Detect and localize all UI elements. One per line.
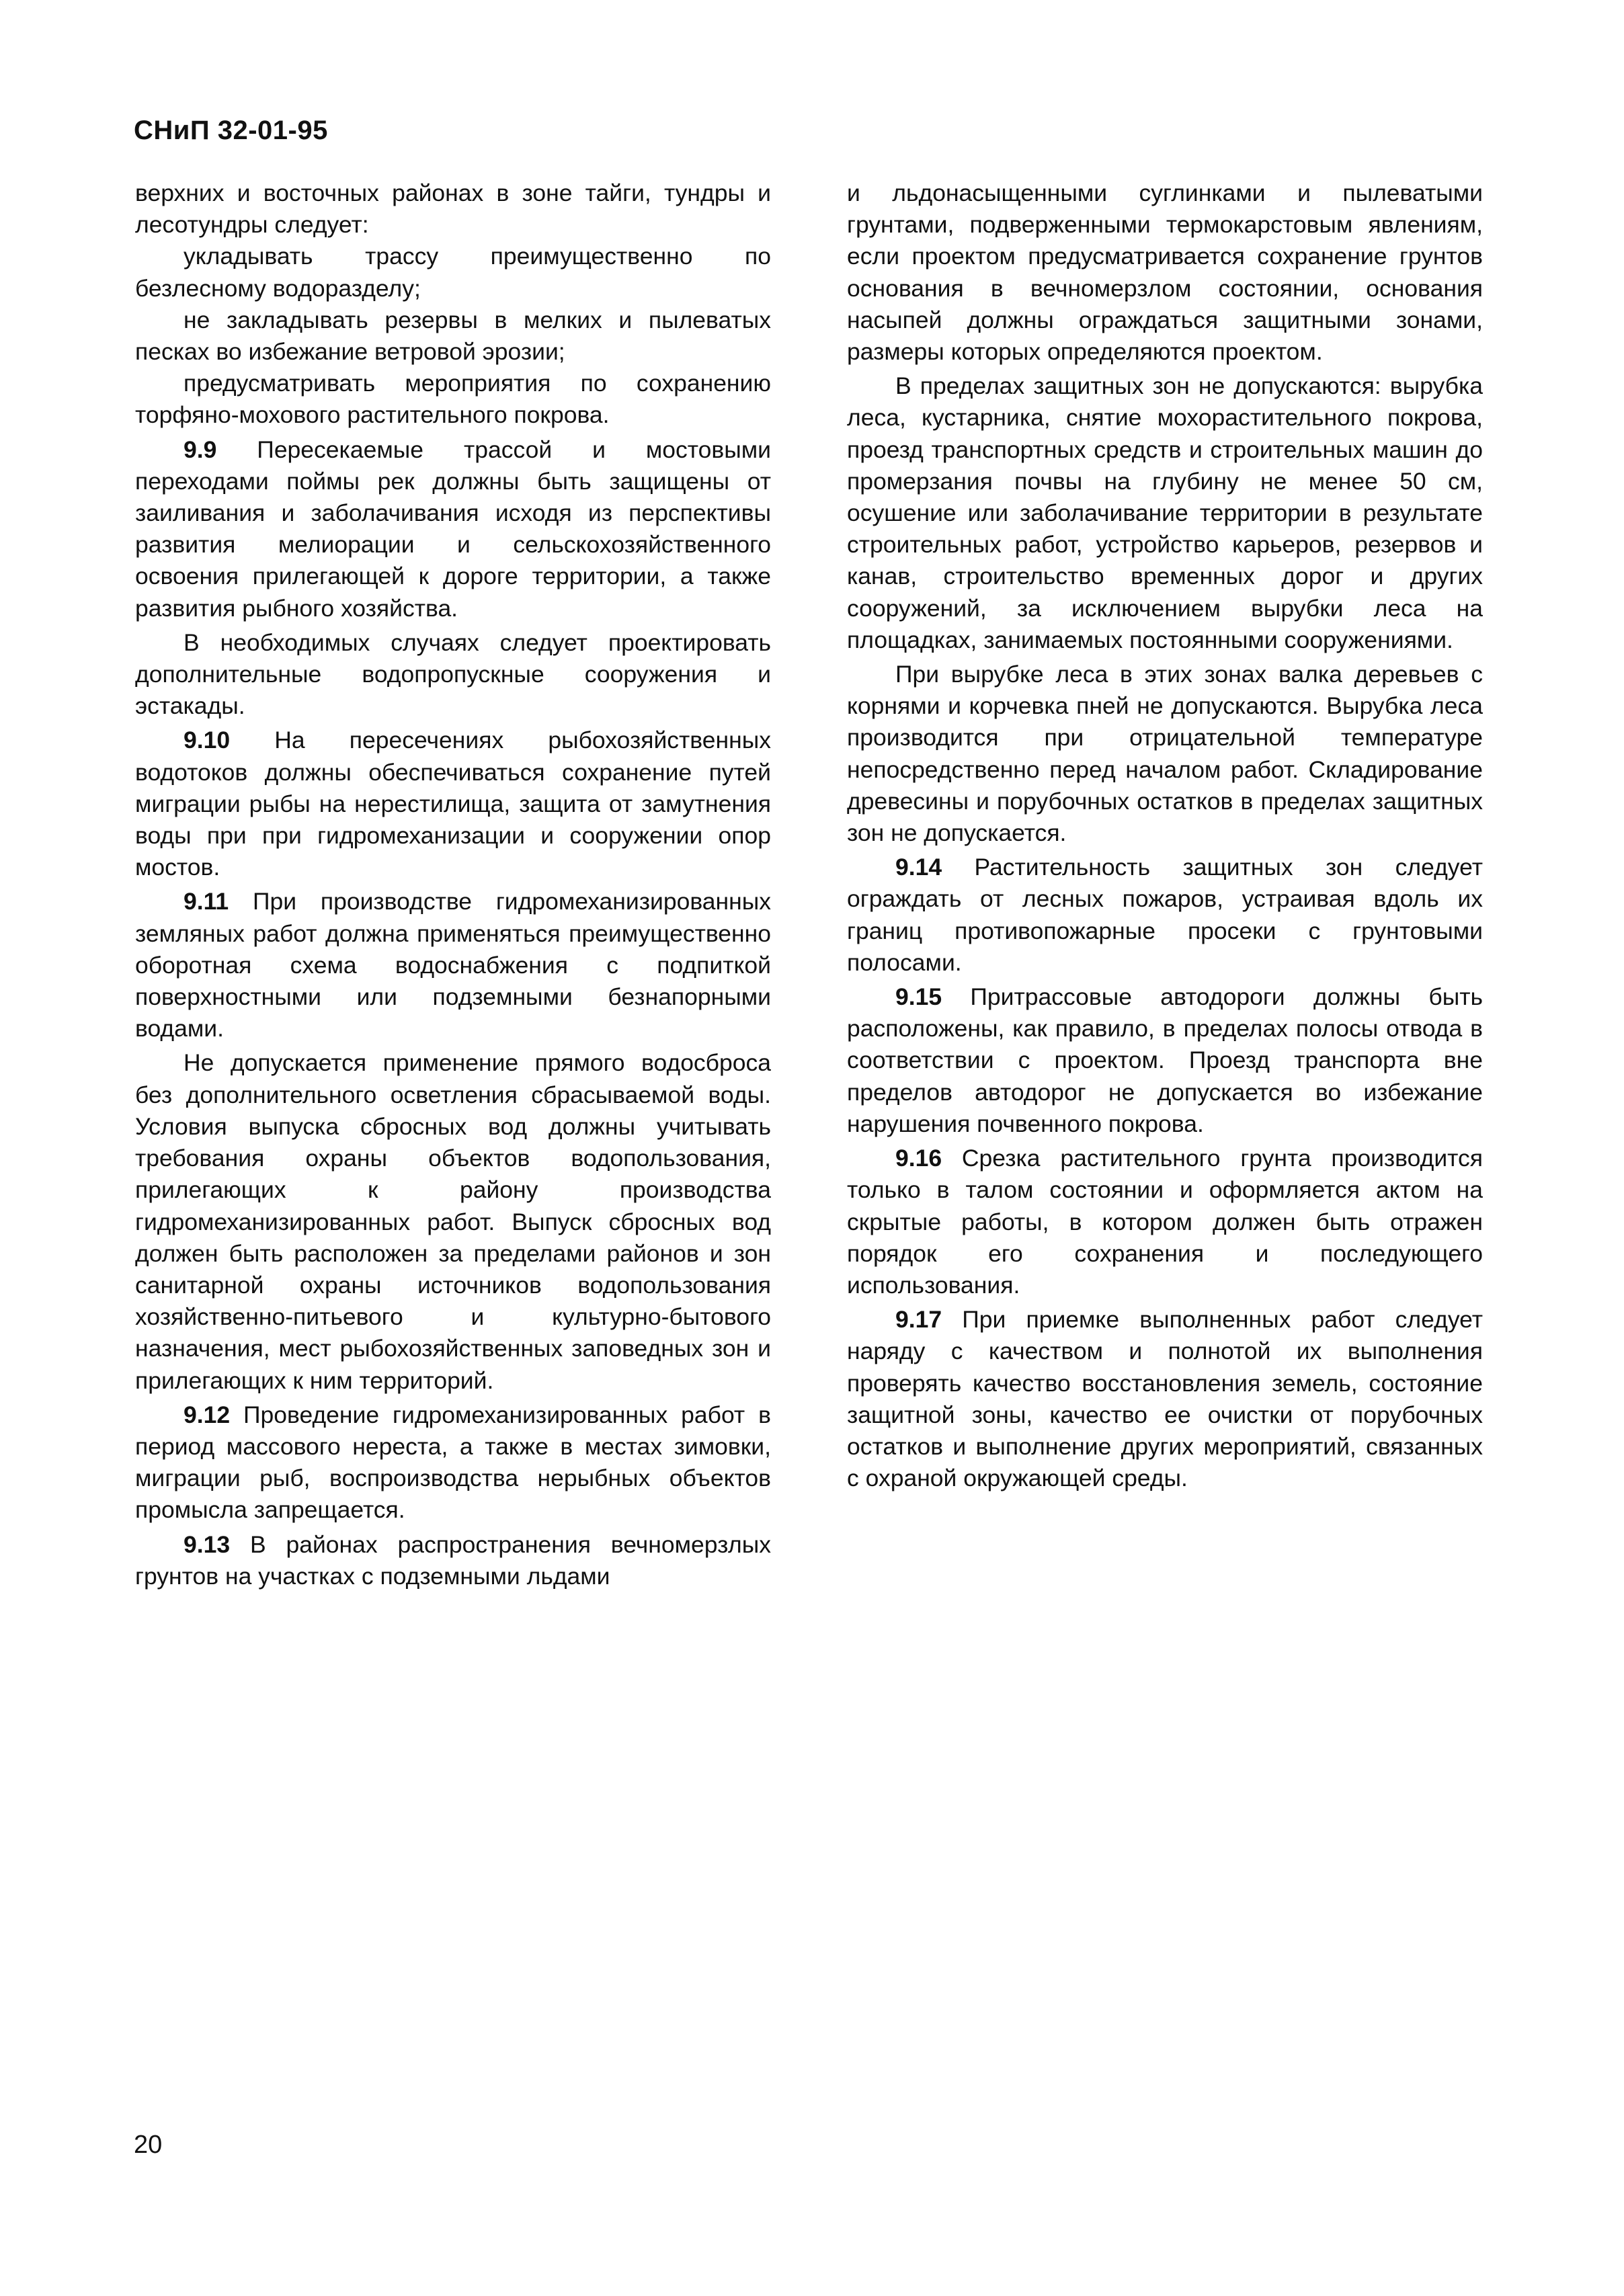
- clause-9-14: [847, 852, 1483, 979]
- clause-text: Растительность защитных зон следует ограждать от лесных пожаров, устраивая вдоль их границ противопожарные просеки с грунтовыми полосами.: [847, 854, 1483, 976]
- clause-9-12: [135, 1399, 771, 1526]
- paragraph: верхних и восточных районах в зоне тайги, тундры и лесотундры следует:: [135, 179, 771, 239]
- clause-9-16: [847, 1143, 1483, 1301]
- clause-9-10: [135, 725, 771, 883]
- list-item: не закладывать резервы в мелких и пылеватых песках во избежание ветровой эрозии;: [135, 306, 771, 366]
- clause-text: При приемке выполненных работ следует наряду с качеством и полнотой их выполнения проверять качество восстановления земель, состояние защитной зоны, качество ее очистки от порубочных остатков и выполнение других мероприятий, связанных с охраной окружающей среды.: [847, 1306, 1483, 1492]
- clause-number: 9.13: [184, 1530, 231, 1558]
- clause-number: 9.14: [895, 854, 942, 881]
- list-item: укладывать трассу преимущественно по безлесному водоразделу;: [135, 243, 771, 302]
- clause-number: 9.16: [895, 1145, 942, 1172]
- clause-text: При производстве гидромеханизированных земляных работ должна применяться преимущественно оборотная схема водоснабжения с подпиткой поверхностными или подземными безнапорными водами.: [135, 888, 771, 1042]
- clause-9-13: [135, 1529, 771, 1592]
- clause-9-15: [847, 981, 1483, 1140]
- left-column: [135, 177, 771, 1592]
- clause-text: Пересекаемые трассой и мостовыми переходами поймы рек должны быть защищены от заиливания и заболачивания исходя из перспективы развития мелиорации и сельскохозяйственного освоения прилегающей к дороге территории, а также развития рыбного хозяйства.: [135, 436, 771, 622]
- clause-number: 9.17: [895, 1306, 942, 1334]
- page-number: 20: [134, 2131, 163, 2159]
- clause-text: Срезка растительного грунта производится только в талом состоянии и оформляется актом на скрытые работы, в котором должен быть отражен порядок его сохранения и последующего использования.: [847, 1145, 1483, 1299]
- clause-9-17: [847, 1304, 1483, 1494]
- clause-text: Притрассовые автодороги должны быть расположены, как правило, в пределах полосы отвода в соответствии с проектом. Проезд транспорта вне пределов автодорог не допускается во избежание нарушения почвенного покрова.: [847, 983, 1483, 1137]
- document-code-header: СНиП 32-01-95: [134, 116, 328, 145]
- clause-number: 9.10: [184, 727, 231, 754]
- clause-number: 9.12: [184, 1401, 231, 1428]
- paragraph: и льдонасыщенными суглинками и пылеватыми грунтами, подверженными термокарстовым явлениям, если проектом предусматривается сохранение грунтов основания в вечномерзлом состоянии, основания насыпей должны ограждаться защитными зонами, размеры которых определяются проектом.: [847, 179, 1483, 366]
- clause-text: Проведение гидромеханизированных работ в период массового нереста, а также в местах зимовки, миграции рыб, воспроизводства нерыбных объектов промысла запрещается.: [135, 1401, 771, 1524]
- clause-9-9: [135, 434, 771, 624]
- clause-number: 9.11: [184, 888, 229, 915]
- clause-number: 9.9: [184, 436, 217, 463]
- clause-number: 9.15: [895, 983, 942, 1011]
- paragraph: В пределах защитных зон не допускаются: вырубка леса, кустарника, снятие мохорастительного покрова, проезд транспортных средств и строительных машин до промерзания почвы на глубину не менее 50 см, осушение или заболачивание территории в результате строительных работ, устройство карьеров, резервов и канав, строительство временных дорог и других сооружений, за исключением вырубки леса на площадках, занимаемых постоянными сооружениями.: [847, 372, 1483, 653]
- paragraph: При вырубке леса в этих зонах валка деревьев с корнями и корчевка пней не допускаются. Вырубка леса производится при отрицательной температуре непосредственно перед началом работ. Складирование древесины и порубочных остатков в пределах защитных зон не допускается.: [847, 661, 1483, 847]
- paragraph: В необходимых случаях следует проектировать дополнительные водопропускные сооружения и эстакады.: [135, 628, 771, 720]
- clause-text: На пересечениях рыбохозяйственных водотоков должны обеспечиваться сохранение путей миграции рыбы на нерестилища, защита от замутнения воды при при гидромеханизации и сооружении опор мостов.: [135, 727, 771, 881]
- paragraph: Не допускается применение прямого водосброса без дополнительного осветления сбрасываемой воды. Условия выпуска сбросных вод должны учитывать требования охраны объектов водопользования, прилегающих к району производства гидромеханизированных работ. Выпуск сбросных вод должен быть расположен за пределами районов и зон санитарной охраны источников водопользования хозяйственно-питьевого и культурно-бытового назначения, мест рыбохозяйственных заповедных зон и прилегающих к ним территорий.: [135, 1049, 771, 1394]
- clause-9-11: [135, 886, 771, 1044]
- right-column: [847, 177, 1483, 1494]
- list-item: предусматривать мероприятия по сохранению торфяно-мохового растительного покрова.: [135, 370, 771, 429]
- clause-text: В районах распространения вечномерзлых грунтов на участках с подземными льдами: [135, 1530, 771, 1590]
